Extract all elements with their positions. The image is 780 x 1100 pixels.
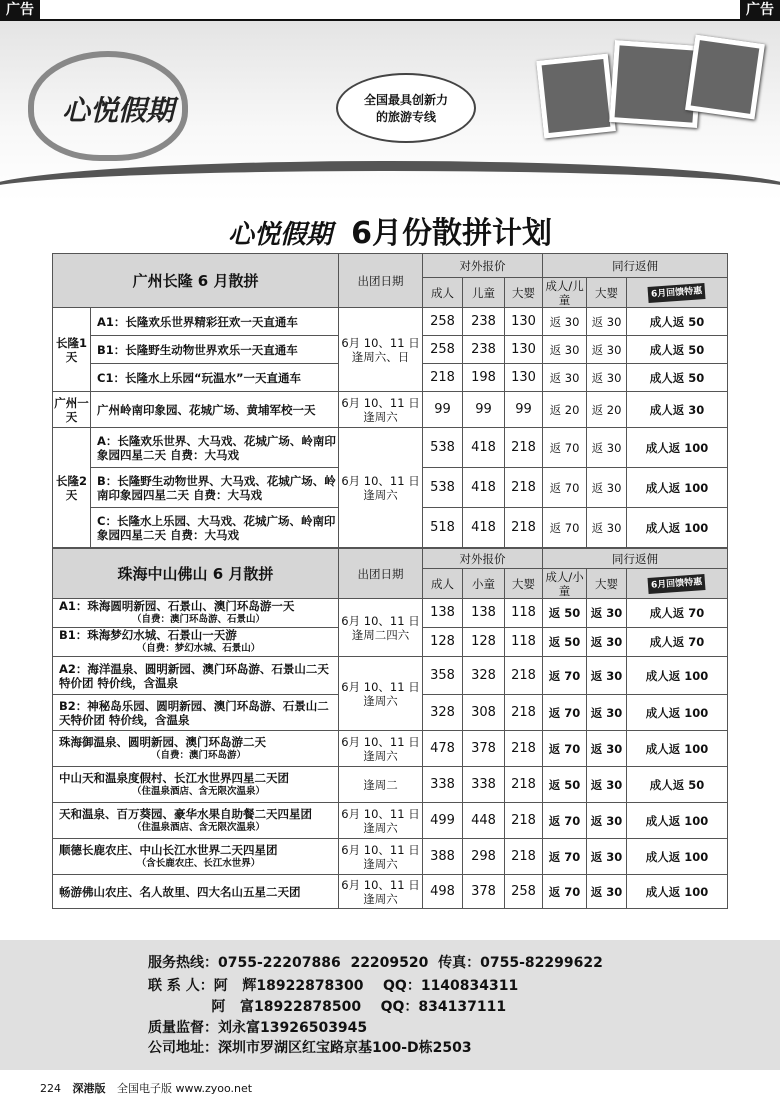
rebate-2: 返 30 [587, 428, 627, 468]
route-name [53, 599, 339, 628]
table-row [53, 875, 728, 909]
route-name [53, 731, 339, 767]
route-name [53, 875, 339, 909]
price-infant: 218 [505, 657, 543, 695]
rebate-1: 返 30 [543, 364, 587, 392]
rebate-1: 返 20 [543, 392, 587, 428]
group-label: 长隆1天 [53, 308, 91, 392]
price-infant: 130 [505, 364, 543, 392]
heading-brand: 心悦假期 [228, 220, 333, 250]
price-infant: 130 [505, 336, 543, 364]
price-infant: 218 [505, 767, 543, 803]
special-rebate: 成人返 30 [627, 392, 728, 428]
slogan-bubble [336, 73, 476, 143]
route-title: B2：神秘岛乐园、圆明新园、澳门环岛游、石景山二天特价团 特价线，含温泉 [59, 698, 329, 727]
price-adult: 138 [423, 599, 463, 628]
table-row [53, 839, 728, 875]
price-infant: 118 [505, 628, 543, 657]
swoosh-decoration [0, 161, 780, 201]
route-note: （自费：梦幻水城、石景山） [136, 643, 261, 654]
col-rebate-adult-child: 成人/儿童 [543, 278, 587, 308]
special-rebate: 成人返 70 [627, 628, 728, 657]
special-offer-badge: 6月回馈特惠 [648, 574, 706, 594]
price-child: 328 [463, 657, 505, 695]
price-infant: 218 [505, 508, 543, 548]
rebate-2: 返 30 [587, 839, 627, 875]
special-rebate: 成人返 100 [627, 508, 728, 548]
col-child: 小童 [463, 569, 505, 599]
price-infant: 218 [505, 468, 543, 508]
price-infant: 258 [505, 875, 543, 909]
route-name: C：长隆水上乐园、大马戏、花城广场、岭南印象园四星二天 自费：大马戏 [91, 508, 339, 548]
table-row [53, 803, 728, 839]
table-row [53, 767, 728, 803]
price-adult: 338 [423, 767, 463, 803]
rebate-2: 返 30 [587, 657, 627, 695]
route-title: 天和温泉、百万葵园、豪华水果自助餐二天四星团 [59, 806, 312, 821]
price-child: 99 [463, 392, 505, 428]
depart-date: 6月 10、11 日 逢周六 [339, 731, 423, 767]
depart-date: 6月 10、11 日 逢周六 [339, 875, 423, 909]
rebate-2: 返 30 [587, 803, 627, 839]
rebate-1: 返 50 [543, 628, 587, 657]
contact-1: 联 系 人：阿 辉18922878300 QQ：1140834311 [148, 978, 519, 994]
edition-label: 深港版 [72, 1082, 106, 1095]
col-child: 儿童 [463, 278, 505, 308]
price-infant: 218 [505, 695, 543, 731]
price-adult: 218 [423, 364, 463, 392]
special-rebate: 成人返 100 [627, 875, 728, 909]
col-rebate-infant: 大婴 [587, 569, 627, 599]
route-title: B1：珠海梦幻水城、石景山一天游 [59, 628, 237, 642]
rebate-1: 返 70 [543, 428, 587, 468]
table-row [53, 599, 728, 628]
special-rebate: 成人返 100 [627, 695, 728, 731]
rebate-2: 返 30 [587, 364, 627, 392]
rebate-2: 返 30 [587, 308, 627, 336]
col-adult: 成人 [423, 278, 463, 308]
price-adult: 328 [423, 695, 463, 731]
price-infant: 218 [505, 839, 543, 875]
price-child: 448 [463, 803, 505, 839]
depart-date: 6月 10、11 日 逢周六 [339, 839, 423, 875]
price-child: 138 [463, 599, 505, 628]
route-name: B：长隆野生动物世界、大马戏、花城广场、岭南印象园四星二天 自费：大马戏 [91, 468, 339, 508]
ad-label-left: 广告 [0, 0, 40, 21]
rebate-1: 返 70 [543, 875, 587, 909]
price-child: 418 [463, 428, 505, 468]
rebate-header: 同行返佣 [543, 254, 728, 278]
page-heading [0, 208, 780, 252]
price-child: 308 [463, 695, 505, 731]
rebate-2: 返 30 [587, 731, 627, 767]
rebate-1: 返 70 [543, 508, 587, 548]
special-rebate: 成人返 100 [627, 803, 728, 839]
col-adult: 成人 [423, 569, 463, 599]
special-rebate: 成人返 100 [627, 839, 728, 875]
depart-date: 6月 10、11 日 逢周六 [339, 428, 423, 548]
route-note: （含长鹿农庄、长江水世界） [136, 857, 261, 869]
price-child: 198 [463, 364, 505, 392]
heading-title: 6月份散拼计划 [351, 216, 552, 251]
price-child: 128 [463, 628, 505, 657]
contact-2: 阿 富18922878500 QQ：834137111 [148, 999, 507, 1015]
special-rebate: 成人返 50 [627, 336, 728, 364]
photo-3 [685, 34, 765, 119]
rebate-2: 返 30 [587, 767, 627, 803]
rebate-1: 返 70 [543, 657, 587, 695]
price-infant: 99 [505, 392, 543, 428]
price-child: 338 [463, 767, 505, 803]
price-adult: 258 [423, 308, 463, 336]
special-rebate: 成人返 50 [627, 767, 728, 803]
route-name [53, 803, 339, 839]
price-child: 298 [463, 839, 505, 875]
slogan-line-2: 的旅游专线 [375, 110, 436, 124]
col-infant: 大婴 [505, 278, 543, 308]
banner-logo: 心悦假期 [62, 94, 175, 127]
special-rebate: 成人返 100 [627, 657, 728, 695]
date-header: 出团日期 [339, 549, 423, 599]
price-adult: 478 [423, 731, 463, 767]
rebate-2: 返 30 [587, 508, 627, 548]
price-adult: 258 [423, 336, 463, 364]
table-row [53, 731, 728, 767]
route-name: A1：长隆欢乐世界精彩狂欢一天直通车 [91, 308, 339, 336]
rebate-1: 返 70 [543, 803, 587, 839]
route-title: 中山天和温泉度假村、长江水世界四星二天团 [59, 770, 289, 785]
special-rebate: 成人返 100 [627, 428, 728, 468]
price-infant: 218 [505, 428, 543, 468]
price-header: 对外报价 [423, 549, 543, 569]
special-rebate: 成人返 70 [627, 599, 728, 628]
route-name: A：长隆欢乐世界、大马戏、花城广场、岭南印象园四星二天 自费：大马戏 [91, 428, 339, 468]
route-name [53, 767, 339, 803]
page-number: 224 [40, 1082, 61, 1095]
route-title: 顺德长鹿农庄、中山长江水世界二天四星团 [59, 842, 278, 857]
price-adult: 538 [423, 428, 463, 468]
zhuhai-table-body [53, 599, 728, 909]
group-label: 广州一天 [53, 392, 91, 428]
depart-date: 6月 10、11 日 逢周六 [339, 803, 423, 839]
route-name [53, 628, 339, 657]
price-infant: 218 [505, 803, 543, 839]
rebate-1: 返 30 [543, 308, 587, 336]
page-footer [0, 1078, 780, 1100]
rebate-1: 返 50 [543, 767, 587, 803]
price-adult: 499 [423, 803, 463, 839]
route-name [53, 657, 339, 695]
route-name: C1：长隆水上乐园“玩温水”一天直通车 [91, 364, 339, 392]
zhuhai-table [52, 548, 728, 909]
price-header: 对外报价 [423, 254, 543, 278]
rebate-2: 返 30 [587, 336, 627, 364]
col-rebate-infant: 大婴 [587, 278, 627, 308]
col-rebate-adult-child: 成人/小童 [543, 569, 587, 599]
rebate-2: 返 30 [587, 599, 627, 628]
depart-date: 6月 10、11 日 逢周二四六 [339, 599, 423, 657]
special-rebate: 成人返 100 [627, 731, 728, 767]
special-rebate: 成人返 50 [627, 364, 728, 392]
photo-1 [536, 53, 616, 138]
depart-date: 6月 10、11 日 逢周六 [339, 392, 423, 428]
price-infant: 218 [505, 731, 543, 767]
site-link[interactable]: 全国电子版 www.zyoo.net [117, 1082, 253, 1095]
col-infant: 大婴 [505, 569, 543, 599]
depart-date: 逢周二 [339, 767, 423, 803]
section-title: 广州长隆 6 月散拼 [53, 254, 339, 308]
rebate-1: 返 70 [543, 731, 587, 767]
slogan-line-1: 全国最具创新力 [363, 93, 448, 107]
rebate-2: 返 30 [587, 628, 627, 657]
rebate-1: 返 70 [543, 468, 587, 508]
rebate-1: 返 70 [543, 695, 587, 731]
price-child: 418 [463, 508, 505, 548]
section-title: 珠海中山佛山 6 月散拼 [53, 549, 339, 599]
contact-footer [0, 940, 780, 1070]
rebate-1: 返 30 [543, 336, 587, 364]
special-offer-badge: 6月回馈特惠 [648, 283, 706, 303]
price-adult: 388 [423, 839, 463, 875]
rebate-1: 返 70 [543, 839, 587, 875]
route-note: （住温泉酒店、含无限次温泉） [131, 821, 265, 833]
price-adult: 99 [423, 392, 463, 428]
rebate-1: 返 50 [543, 599, 587, 628]
price-child: 238 [463, 308, 505, 336]
price-adult: 358 [423, 657, 463, 695]
supervisor: 质量监督：刘永富13926503945 [148, 1020, 368, 1036]
route-note: （住温泉酒店、含无限次温泉） [131, 785, 265, 797]
route-title: A2：海洋温泉、圆明新园、澳门环岛游、石景山二天特价团 特价线，含温泉 [59, 661, 329, 690]
route-title: 珠海御温泉、圆明新园、澳门环岛游二天 [59, 734, 266, 749]
rebate-2: 返 30 [587, 875, 627, 909]
price-adult: 538 [423, 468, 463, 508]
special-rebate: 成人返 50 [627, 308, 728, 336]
price-infant: 118 [505, 599, 543, 628]
price-adult: 518 [423, 508, 463, 548]
price-child: 238 [463, 336, 505, 364]
rebate-2: 返 20 [587, 392, 627, 428]
route-name: 广州岭南印象园、花城广场、黄埔军校一天 [91, 392, 339, 428]
special-rebate: 成人返 100 [627, 468, 728, 508]
date-header: 出团日期 [339, 254, 423, 308]
route-name [53, 695, 339, 731]
guangzhou-table [52, 253, 728, 548]
company-address: 公司地址：深圳市罗湖区红宝路京基100-D栋2503 [148, 1040, 472, 1056]
rebate-2: 返 30 [587, 695, 627, 731]
table-row [53, 657, 728, 695]
price-child: 418 [463, 468, 505, 508]
rebate-2: 返 30 [587, 468, 627, 508]
route-name: B1：长隆野生动物世界欢乐一天直通车 [91, 336, 339, 364]
price-adult: 128 [423, 628, 463, 657]
price-child: 378 [463, 875, 505, 909]
group-label: 长隆2天 [53, 428, 91, 548]
rebate-header: 同行返佣 [543, 549, 728, 569]
banner [0, 21, 780, 201]
route-title: A1：珠海圆明新园、石景山、澳门环岛游一天 [59, 599, 295, 613]
price-infant: 130 [505, 308, 543, 336]
route-title: 畅游佛山农庄、名人故里、四大名山五星二天团 [59, 884, 301, 899]
price-child: 378 [463, 731, 505, 767]
depart-date: 6月 10、11 日 逢周六 [339, 657, 423, 731]
price-adult: 498 [423, 875, 463, 909]
ad-label-right: 广告 [740, 0, 780, 21]
depart-date: 6月 10、11 日 逢周六、日 [339, 308, 423, 392]
hotline: 服务热线：0755-22207886 22209520 传真：0755-82299622 [148, 955, 603, 971]
route-note: （自费：澳门环岛游、石景山） [131, 614, 265, 625]
route-name [53, 839, 339, 875]
route-note: （自费：澳门环岛游） [150, 749, 246, 761]
